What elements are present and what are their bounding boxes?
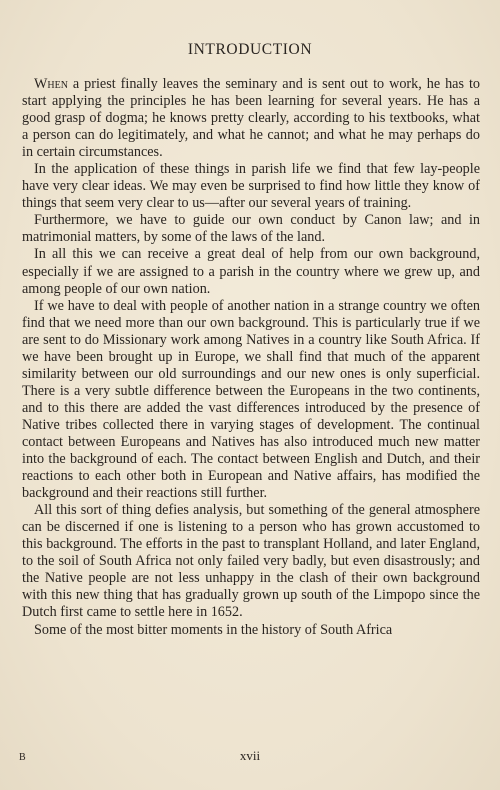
signature-mark: B xyxy=(19,752,26,763)
paragraph-4: In all this we can receive a great deal of help from our own background, especially if we are assigned to a parish in the country where we grew up, and among people of our own nation. xyxy=(22,246,480,297)
paragraph-1 xyxy=(22,76,480,161)
paragraph-7: Some of the most bitter moments in the history of South Africa xyxy=(34,621,393,638)
paragraph-5: If we have to deal with people of another nation in a strange country we often find that we need more than our own background. This is particularly true if we are sent to do Missionary work among Natives in a country like South Africa. If we have been brought up in Europe, we shall find that much of the apparent similarity between our old surroundings and our new ones is only superficial. There is a very subtle difference between the Europeans in the two continents, and to this there are added the vast differences introduced by the presence of Native tribes collected there in varying stages of development. The continual contact between Europeans and Natives has also introduced much new matter into the background of each. The contact between English and Dutch, and their reactions to each other both in European and Native affairs, has modified the background and their reactions still further. xyxy=(22,297,480,502)
body-text xyxy=(22,76,480,639)
chapter-heading: INTRODUCTION xyxy=(187,41,313,58)
paragraph-3: Furthermore, we have to guide our own conduct by Canon law; and in matrimonial matters, by some of the laws of the land. xyxy=(22,212,480,246)
page-number: xvii xyxy=(239,748,261,763)
paragraph-2: In the application of these things in parish life we find that few lay-people have very clear ideas. We may even be surprised to find how little they know of things that seem very clear to us—after our several years of training. xyxy=(22,161,480,212)
paragraph-lead-word: When xyxy=(34,76,68,92)
paragraph-6: All this sort of thing defies analysis, but something of the general atmosphere can be discerned if one is listening to a person who has grown accustomed to this background. The efforts in the past to transplant Holland, and later England, to the soil of South Africa not only failed very badly, but even disastrously; and the Native people are not less unhappy in the clash of their own background with this new thing that has gradually grown up south of the Limpopo since the Dutch first came to settle here in 1652. xyxy=(22,502,480,621)
paragraph-1-text: a priest finally leaves the seminary and is sent out to work, he has to start applying the principles he has been learning for several years. He has a good grasp of dogma; he knows pretty clearly, according to his textbooks, what a person can do legitimately, and what he cannot; and what he may perhaps do in certain circumstances. xyxy=(22,76,480,161)
